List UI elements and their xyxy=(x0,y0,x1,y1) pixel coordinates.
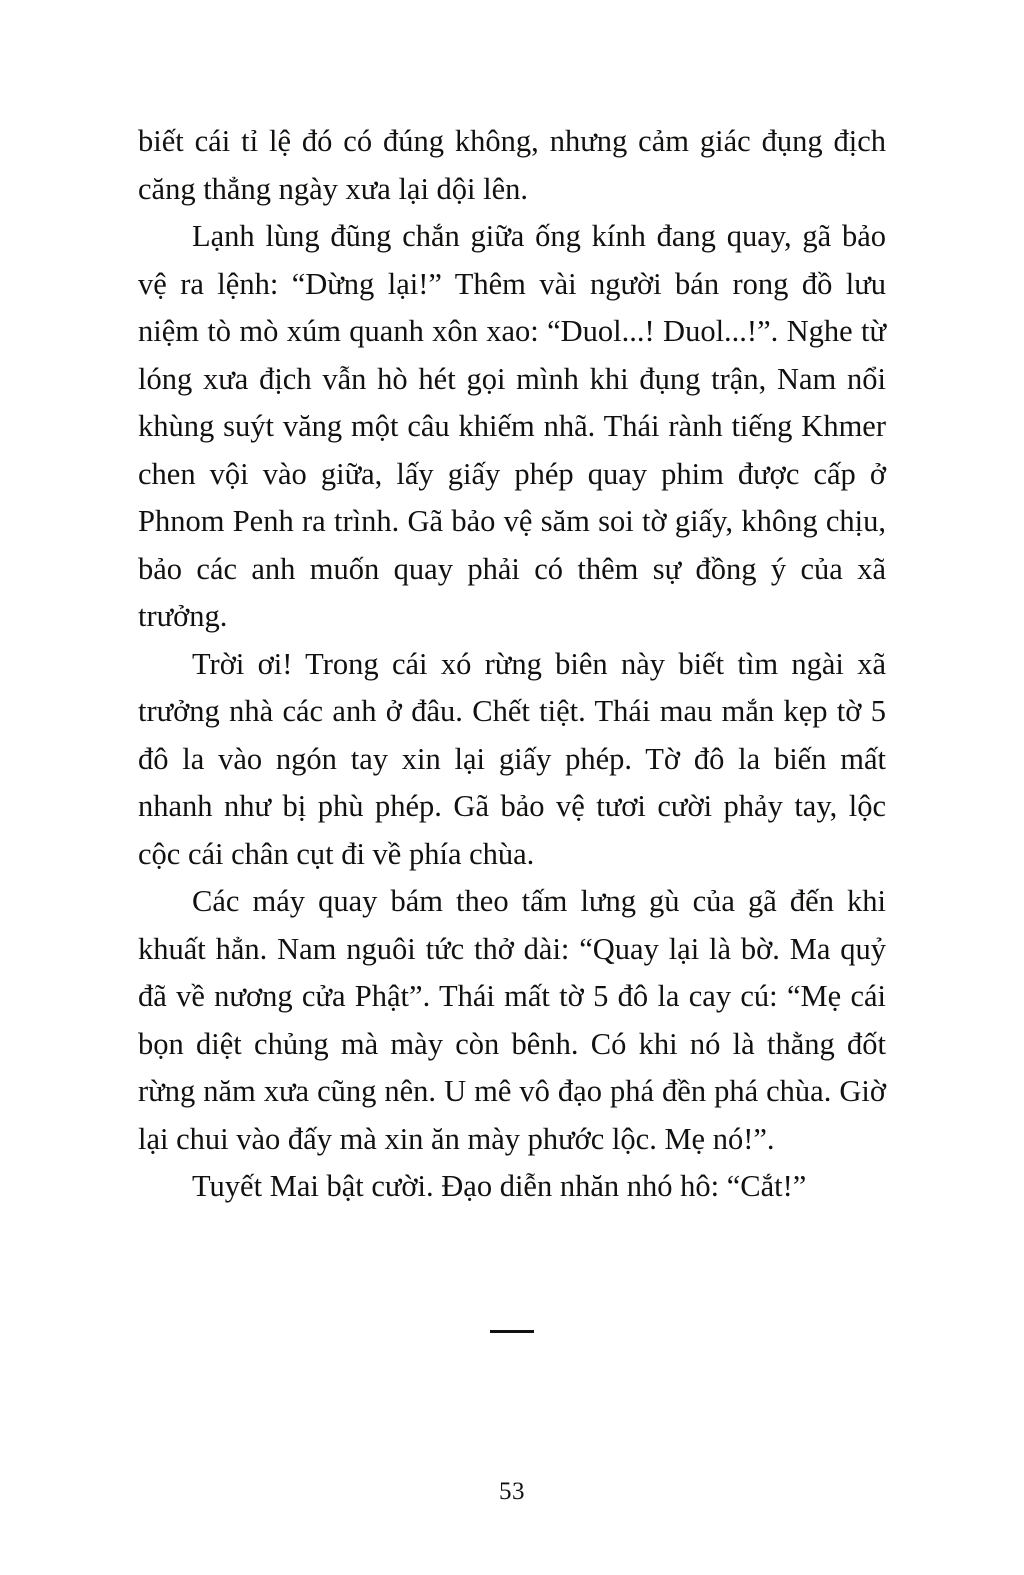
section-divider xyxy=(138,1320,886,1338)
divider-rule xyxy=(490,1330,534,1333)
page-number: 53 xyxy=(499,1478,525,1505)
body-text xyxy=(138,118,886,1211)
paragraph: Tuyết Mai bật cười. Đạo diễn nhăn nhó hô: “Cắt!” xyxy=(192,1169,807,1203)
paragraph: biết cái tỉ lệ đó có đúng không, nhưng cảm giác đụng địch căng thẳng ngày xưa lại dội lên. xyxy=(138,124,886,206)
paragraph: Các máy quay bám theo tấm lưng gù của gã đến khi khuất hẳn. Nam nguôi tức thở dài: “Quay lại là bờ. Ma quỷ đã về nương cửa Phật”. Thái mất tờ 5 đô la cay cú: “Mẹ cái bọn diệt chủng mà mày còn bênh. Có khi nó là thằng đốt rừng năm xưa cũng nên. U mê vô đạo phá đền phá chùa. Giờ lại chui vào đấy mà xin ăn mày phước lộc. Mẹ nó!”. xyxy=(138,884,886,1156)
paragraph: Lạnh lùng đũng chắn giữa ống kính đang quay, gã bảo vệ ra lệnh: “Dừng lại!” Thêm vài người bán rong đồ lưu niệm tò mò xúm quanh xôn xao: “Duol...! Duol...!”. Nghe từ lóng xưa địch vẫn hò hét gọi mình khi đụng trận, Nam nổi khùng suýt văng một câu khiếm nhã. Thái rành tiếng Khmer chen vội vào giữa, lấy giấy phép quay phim được cấp ở Phnom Penh ra trình. Gã bảo vệ săm soi tờ giấy, không chịu, bảo các anh muốn quay phải có thêm sự đồng ý của xã trưởng. xyxy=(138,219,886,633)
paragraph: Trời ơi! Trong cái xó rừng biên này biết tìm ngài xã trưởng nhà các anh ở đâu. Chết tiệt. Thái mau mắn kẹp tờ 5 đô la vào ngón tay xin lại giấy phép. Tờ đô la biến mất nhanh như bị phù phép. Gã bảo vệ tươi cười phảy tay, lộc cộc cái chân cụt đi về phía chùa. xyxy=(138,646,886,871)
